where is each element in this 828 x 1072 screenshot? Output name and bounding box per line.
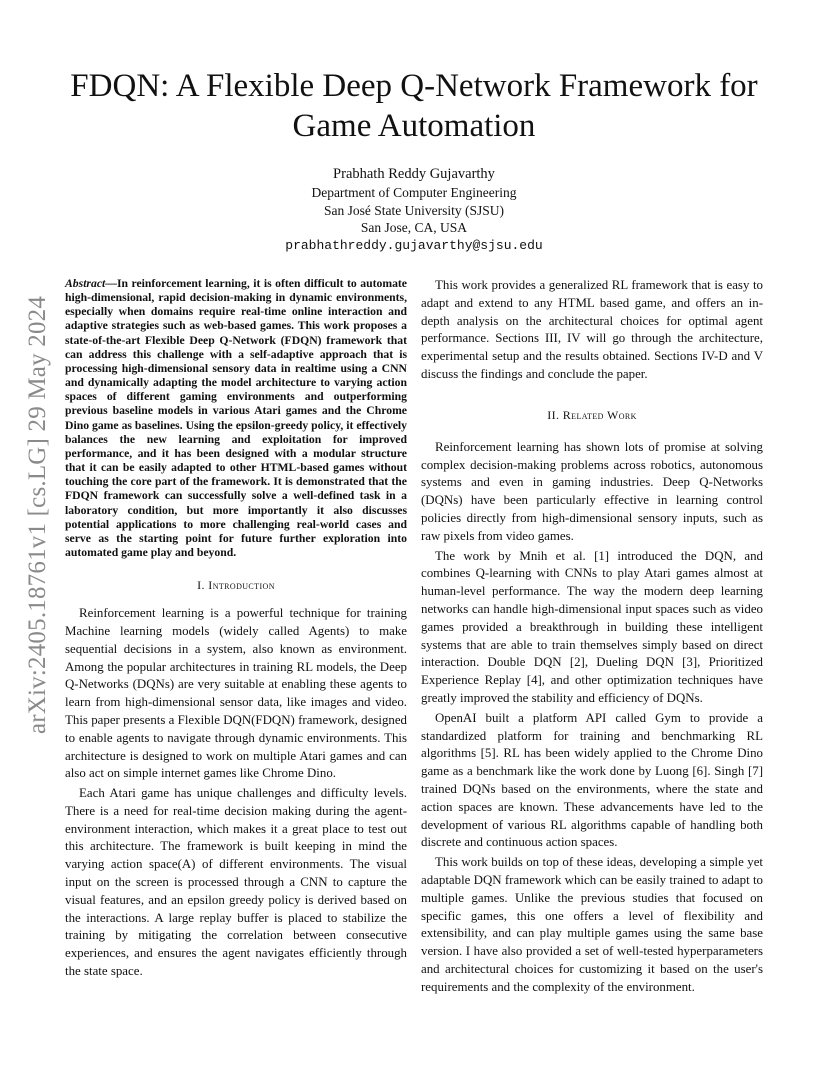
abstract-text: —In reinforcement learning, it is often difficult to automate high-dimensional, rapid decision-making in dynamic environments, especially when domains require real-time online interaction and adaptive strategies such as web-based games. This work proposes a state-of-the-art Flexible Deep Q-Network (FDQN) framework that can address this challenge with a self-adaptive approach that is processing high-dimensional sensory data in realtime using a CNN and dynamically adapting the model architecture to varying action spaces of different gaming environments and outperforming previous baseline models in various Atari games and the Chrome Dino game as baselines. Using the epsilon-greedy policy, it effectively balances the new learning and exploitation for improved performance, and it has been designed with a modular structure that it can be easily adapted to other HTML-based games without touching the core part of the framework. It is demonstrated that the FDQN framework can successfully solve a well-defined task in a laboratory condition, but more importantly it also discusses potential applications to more challenging real-world cases and serve as the starting point for future further exploration into automated game play and beyond. — [65, 277, 407, 559]
arxiv-identifier-text[interactable]: arXiv:2405.18761v1 [cs.LG] 29 May 2024 — [24, 295, 51, 735]
section-heading-related-work: II. Related Work — [547, 407, 637, 422]
intro-continuation-paragraph: This work provides a generalized RL framework that is easy to adapt and extend to any HTML based game, and offers an in-depth analysis on the architectural choices for optimal agent performance. Sections III, IV will go through the architecture, experimental setup and the results obtained. Sections IV-D and V discuss the findings and conclude the paper. — [421, 278, 763, 381]
abstract-label: Abstract — [65, 277, 106, 290]
related-work-paragraph: This work builds on top of these ideas, developing a simple yet adaptable DQN framework which can be easily trained to adapt to multiple games. Unlike the previous studies that focused on specific games, this one offers a level of flexibility and extensibility, and can play multiple games using the same base version. I have also provided a set of well-tested hyperparameters and architectural choices for customizing it based on the user's requirements and the complexity of the environment. — [421, 855, 763, 994]
related-work-paragraph: OpenAI built a platform API called Gym to provide a standardized platform for training and benchmarking RL algorithms [5]. RL has been widely applied to the Chrome Dino game as a benchmark like the work done by Luong [6]. Singh [7] trained DQNs based on the environments, where the state and action spaces are known. These advancements have led to the development of various RL algorithms capable of handling both discrete and continuous action spaces. — [421, 710, 763, 850]
author-email[interactable]: prabhathreddy.gujavarthy@sjsu.edu — [285, 237, 543, 253]
related-work-paragraph: The work by Mnih et al. [1] introduced the DQN, and combines Q-learning with CNNs to play Atari games almost at human-level performance. The way the modern deep learning networks can handle high-dimensional input spaces such as video games provided a breakthrough in building these intelligent systems that are able to train themselves simply based on direct interaction. Double DQN [2], Dueling DQN [3], Prioritized Experience Replay [4], and other optimization techniques have greatly improved the stability and efficiency of DQNs. — [421, 548, 763, 705]
author-location: San Jose, CA, USA — [360, 220, 468, 235]
intro-paragraph: Reinforcement learning is a powerful technique for training Machine learning models (widely called Agents) to make sequential decisions in a system, also known as environment. Among the popular architectures in training RL models, the Deep Q-Networks (DQNs) are very suitable at enabling these agents to learn from high-dimensional sensor data, like images and video. This paper presents a Flexible DQN(FDQN) framework, designed to enable agents to navigate through dynamic environments. This architecture is designed to work on multiple Atari games and can also act on simple internet games like Chrome Dino. — [65, 606, 407, 781]
left-column — [65, 277, 407, 981]
paper-title: FDQN: A Flexible Deep Q-Network Framework for Game Automation — [70, 68, 758, 144]
author-block — [200, 164, 628, 254]
section-heading-introduction: I. Introduction — [197, 578, 275, 593]
intro-paragraph: Each Atari game has unique challenges and difficulty levels. There is a need for real-time decision making during the agent-environment interaction, which makes it a great place to test out this architecture. The framework is built keeping in mind the varying action space(A) of different environments. The visual input on the screen is processed through a CNN to capture the visual features, and an epsilon greedy policy is derived based on the interactions. A large replay buffer is placed to stabilize the training by mitigating the correlation between consecutive experiences, and ensures the agent navigates efficiently through the state space. — [65, 786, 407, 979]
author-name: Prabhath Reddy Gujavarthy — [333, 166, 495, 182]
right-column — [421, 277, 763, 996]
author-department: Department of Computer Engineering — [311, 185, 517, 200]
related-work-paragraph: Reinforcement learning has shown lots of promise at solving complex decision-making problems across robotics, autonomous systems and even in gaming industries. Deep Q-Networks (DQNs) have been particularly effective in learning control policies directly from high-dimensional sensory inputs, such as raw pixels from video games. — [421, 439, 763, 543]
abstract — [65, 277, 407, 560]
author-university: San José State University (SJSU) — [324, 202, 504, 218]
arxiv-identifier-stamp — [20, 272, 56, 758]
